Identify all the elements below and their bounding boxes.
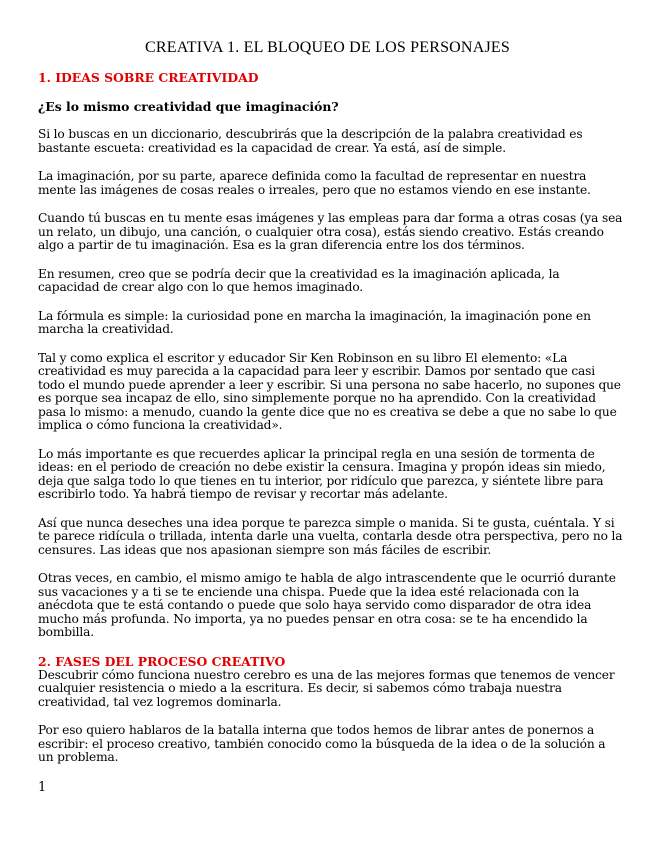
paragraph: Lo más importante es que recuerdes aplicar la principal regla en una sesión de tormenta de ideas: en el periodo de creación no debe existir la censura. Imagina y propón ideas sin miedo, deja que salga todo lo que tienes en tu interior, por ridículo que parezca, y siéntete libre para escribirlo todo. Ya habrá tiempo de revisar y recortar más adelante. — [38, 446, 606, 501]
paragraph: La fórmula es simple: la curiosidad pone en marcha la imaginación, la imaginación pone en marcha la creatividad. — [38, 308, 591, 336]
document-title: CREATIVA 1. EL BLOQUEO DE LOS PERSONAJES — [145, 39, 510, 56]
paragraph: Tal y como explica el escritor y educador Sir Ken Robinson en su libro El elemento: «La creatividad es muy parecida a la capacidad para leer y escribir. Damos por sentado que casi todo el mundo puede aprender a leer y escribir. Si una persona no sabe hacerlo, no supones que es porque sea incapaz de ello, sino simplemente porque no ha aprendido. Con la creatividad pasa lo mismo: a menudo, cuando la gente dice que no es creativa se debe a que no sabe lo que implica o cómo funciona la creatividad». — [38, 350, 621, 432]
paragraph: La imaginación, por su parte, aparece definida como la facultad de representar en nuestra mente las imágenes de cosas reales o irreales, pero que no estamos viendo en ese instante. — [38, 169, 591, 197]
paragraph: En resumen, creo que se podría decir que la creatividad es la imaginación aplicada, la capacidad de crear algo con lo que hemos imaginado. — [38, 266, 560, 294]
paragraph: Cuando tú buscas en tu mente esas imágenes y las empleas para dar forma a otras cosas (ya sea un relato, un dibujo, una canción, o cualquier otra cosa), estás siendo creativo. Estás creando algo a partir de tu imaginación. Esa es la gran diferencia entre los dos términos. — [38, 211, 623, 252]
page-number: 1 — [38, 780, 47, 795]
paragraph: Si lo buscas en un diccionario, descubrirás que la descripción de la palabra creatividad es bastante escueta: creatividad es la capacidad de crear. Ya está, así de simple. — [38, 127, 583, 155]
question-heading: ¿Es lo mismo creatividad que imaginación? — [38, 99, 339, 114]
paragraph: Otras veces, en cambio, el mismo amigo te habla de algo intrascendente que le ocurrió durante sus vacaciones y a ti se te enciende una chispa. Puede que la idea esté relacionada con la anécdota que te está contando o puede que solo haya servido como disparador de otra idea mucho más profunda. No importa, ya no puedes pensar en otra cosa: se te ha encendido la bombilla. — [38, 571, 616, 639]
section-heading-ideas-creatividad: 1. IDEAS SOBRE CREATIVIDAD — [38, 70, 259, 85]
paragraph: Por eso quiero hablaros de la batalla interna que todos hemos de librar antes de ponernos a escribir: el proceso creativo, también conocido como la búsqueda de la idea o de la solución a un problema. — [38, 723, 606, 764]
section-heading-fases-proceso: 2. FASES DEL PROCESO CREATIVO — [38, 653, 286, 669]
paragraph: Así que nunca deseches una idea porque te parezca simple o manida. Si te gusta, cuéntala. Y si te parece ridícula o trillada, intenta darle una vuelta, contarla desde otra perspectiva, pero no la censures. Las ideas que nos apasionan siempre son más fáciles de escribir. — [38, 515, 623, 557]
document-body — [38, 70, 623, 780]
paragraph: Descubrir cómo funciona nuestro cerebro es una de las mejores formas que tenemos de vencer cualquier resistencia o miedo a la escritura. Es decir, si sabemos cómo trabaja nuestra creatividad, tal vez logremos dominarla. — [38, 667, 615, 709]
